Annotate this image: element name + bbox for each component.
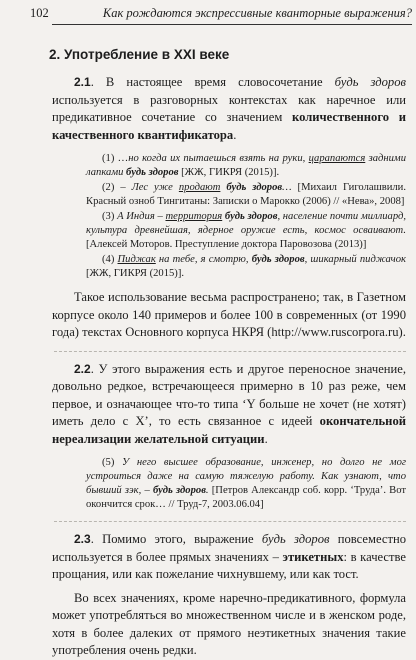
paragraph-number: 2.2 bbox=[74, 361, 91, 376]
section-divider bbox=[54, 521, 406, 522]
section-divider bbox=[54, 351, 406, 352]
paragraph-2-1-continued: Такое использование весьма распространено; так, в Газетном корпусе около 140 примеров и более 100 в современных (от 1990 года) текстах Основного корпуса НКРЯ (http://www.ruscorpora.ru). bbox=[52, 290, 406, 339]
example-1: (1) …но когда их пытаешься взять на руки, царапаются задними лапками будь здоров [ЖЖ, ГИКРЯ (2015)]. bbox=[86, 153, 406, 178]
paragraph-2-3-continued: Во всех значениях, кроме наречно-предикативного, формула может употребляться во множественном числе и в женском роде, хотя в более далеких от прямого неэтикетных значения такие употребления очень редки. bbox=[52, 590, 406, 657]
page-number: 102 bbox=[30, 6, 49, 20]
example-2: (2) – Лес уже продают будь здоров… [Михаил Гиголашвили. Красный озноб Тингитаны: Записки о Марокко (2006) // «Нева», 2008] bbox=[86, 182, 406, 207]
paragraph-2-2: 2.2. У этого выражения есть и другое переносное значение, довольно редкое, встречающееся примерно в 10 раз реже, чем первое, и означающее что-то типа ‘Y больше не хочет (не хотят) иметь дело с X’, то есть связанное с идеей окончательной нереализации желательной ситуации. bbox=[52, 361, 406, 446]
example-5: (5) У него высшее образование, инженер, но долго не мог устроиться даже на самую тяжелую работу. Как узнают, что бывший зэк, – будь здоров. [Петров Александр соб. корр. ‘Труда’. Вот окончится срок… // Труд-7, 2003.06.04] bbox=[86, 457, 406, 510]
paragraph-2-3: 2.3. Помимо этого, выражение будь здоров повсеместно используется в более прямых значениях – этикетных: в качестве прощания, или как пожелание чихнувшему, или как тост. bbox=[52, 532, 406, 581]
running-title: Как рождаются экспрессивные кванторные выражения? bbox=[102, 6, 412, 20]
highlighted-term: этикетных bbox=[282, 549, 344, 564]
paragraph-number: 2.3 bbox=[74, 532, 91, 546]
section-title: 2. Употребление в XXI веке bbox=[49, 47, 230, 62]
examples-block-2 bbox=[86, 456, 406, 512]
highlighted-term: количественного и качественного квантификатора bbox=[52, 110, 406, 142]
paragraph-number: 2.1 bbox=[74, 75, 91, 89]
examples-block-1 bbox=[86, 152, 406, 281]
paragraph-2-1: 2.1. В настоящее время словосочетание будь здоров используется в разговорных контекстах как наречное или предикативное сочетание со значением количественного и качественного квантификатора. bbox=[52, 75, 406, 142]
example-3: (3) А Индия – территория будь здоров, население почти миллиард, культура древнейшая, ядерное оружие есть, космос осваивают. [Алексей Моторов. Преступление доктора Паровозова (2013)] bbox=[86, 211, 406, 250]
highlighted-term: окончательной нереализации желательной ситуации bbox=[52, 414, 406, 446]
example-4: (4) Пиджак на тебе, я смотрю, будь здоров, шикарный пиджачок [ЖЖ, ГИКРЯ (2015)]. bbox=[86, 254, 406, 279]
running-header bbox=[30, 6, 412, 25]
